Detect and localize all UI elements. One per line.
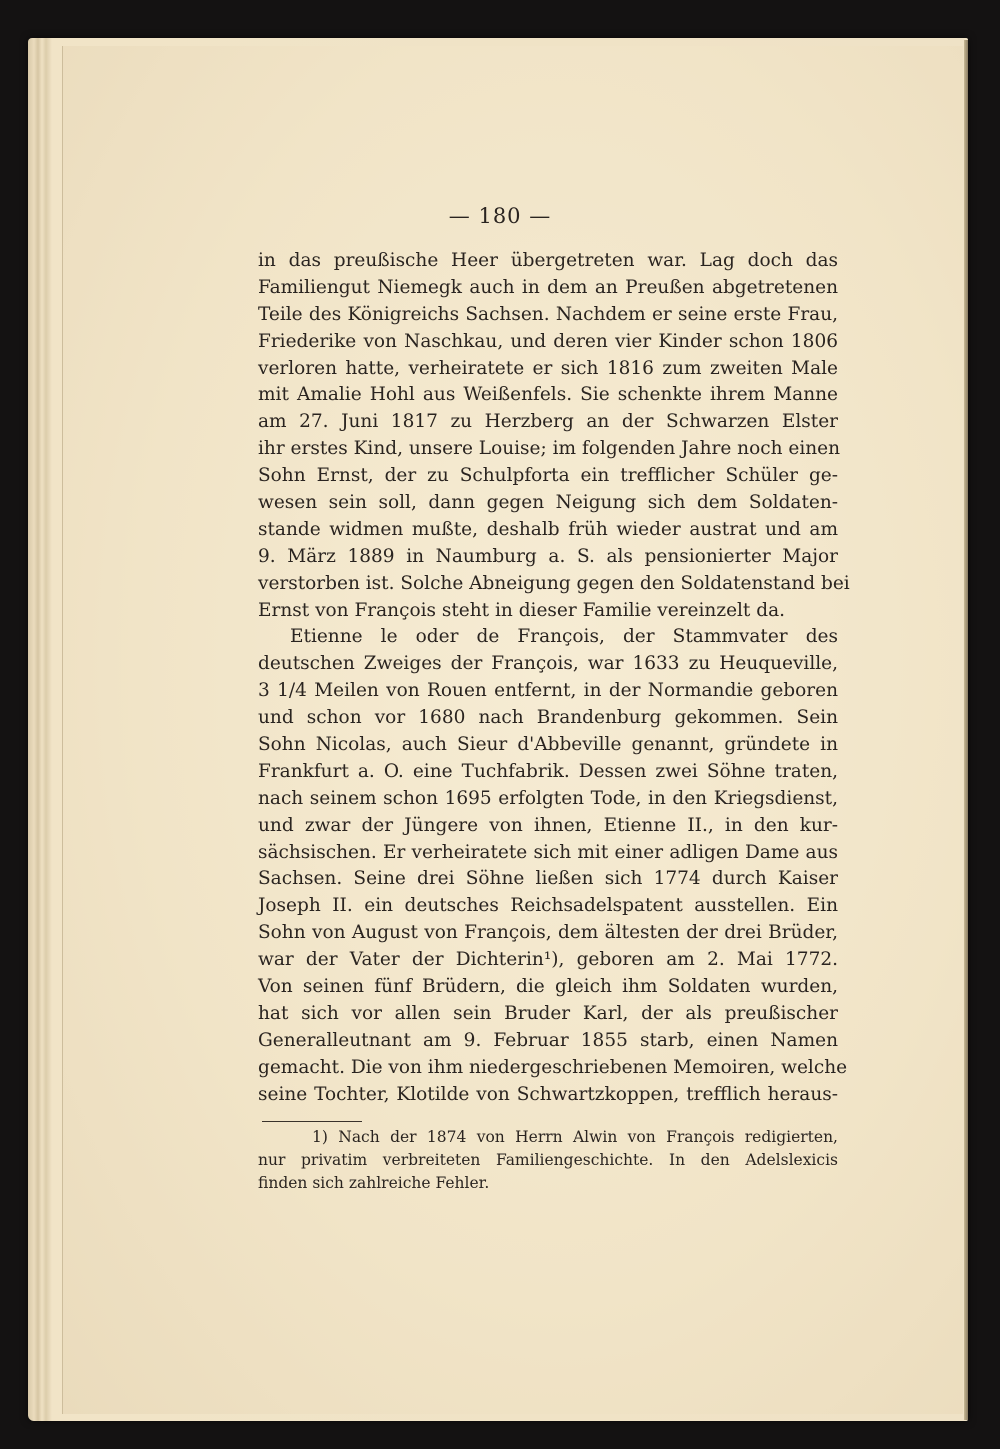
text-line: deutschen Zweiges der François, war 1633 zu Heuqueville, xyxy=(258,653,838,675)
footnote-line: nur privatim verbreiteten Familiengeschichte. In den Adelslexicis xyxy=(258,1151,838,1169)
text-line: sächsischen. Er verheiratete sich mit einer adligen Dame aus xyxy=(258,841,838,863)
paragraph-start-line: Etienne le oder de François, der Stammvater des xyxy=(290,626,838,648)
page-number: — 180 — xyxy=(448,204,552,228)
text-line: Teile des Königreichs Sachsen. Nachdem er seine erste Frau, xyxy=(258,303,838,325)
text-line: wesen sein soll, dann gegen Neigung sich dem Soldaten- xyxy=(258,492,838,514)
text-line: und zwar der Jüngere von ihnen, Etienne II., in den kur- xyxy=(258,814,838,836)
text-line: mit Amalie Hohl aus Weißenfels. Sie schenkte ihrem Manne xyxy=(258,384,838,406)
footnote-line: finden sich zahlreiche Fehler. xyxy=(258,1174,490,1192)
text-line: und schon vor 1680 nach Brandenburg gekommen. Sein xyxy=(258,707,838,729)
text-line: Von seinen fünf Brüdern, die gleich ihm Soldaten wurden, xyxy=(258,976,838,998)
gutter-shadow xyxy=(964,40,968,1420)
text-line: verloren hatte, verheiratete er sich 1816 zum zweiten Male xyxy=(258,357,838,379)
text-line: ihr erstes Kind, unsere Louise; im folgenden Jahre noch einen xyxy=(258,438,841,460)
text-line: 3 1/4 Meilen von Rouen entfernt, in der Normandie geboren xyxy=(258,680,838,702)
text-line: stande widmen mußte, deshalb früh wieder austrat und am xyxy=(258,518,838,540)
text-line: Sohn Ernst, der zu Schulpforta ein trefflicher Schüler ge- xyxy=(258,465,838,487)
text-line: Sachsen. Seine drei Söhne ließen sich 1774 durch Kaiser xyxy=(258,868,838,890)
text-line: verstorben ist. Solche Abneigung gegen den Soldatenstand bei xyxy=(258,572,850,594)
text-line: Joseph II. ein deutsches Reichsadelspatent ausstellen. Ein xyxy=(258,895,838,917)
text-line: Friederike von Naschkau, und deren vier Kinder schon 1806 xyxy=(258,330,838,352)
footnote-divider xyxy=(262,1121,362,1122)
text-line: Familiengut Niemegk auch in dem an Preußen abgetretenen xyxy=(258,276,838,298)
text-line: gemacht. Die von ihm niedergeschriebenen Memoiren, welche xyxy=(258,1056,848,1078)
text-line: Ernst von François steht in dieser Familie vereinzelt da. xyxy=(258,599,785,621)
text-line: in das preußische Heer übergetreten war. Lag doch das xyxy=(258,250,838,271)
text-line: seine Tochter, Klotilde von Schwartzkoppen, trefflich heraus- xyxy=(258,1083,838,1105)
text-line: Sohn von August von François, dem ältesten der drei Brüder, xyxy=(258,922,838,944)
text-line: hat sich vor allen sein Bruder Karl, der als preußischer xyxy=(258,1002,838,1024)
text-line: nach seinem schon 1695 erfolgten Tode, in den Kriegsdienst, xyxy=(258,787,838,809)
text-line: 9. März 1889 in Naumburg a. S. als pensionierter Major xyxy=(258,545,838,567)
text-line: Generalleutnant am 9. Februar 1855 starb, einen Namen xyxy=(258,1029,838,1051)
text-line: Frankfurt a. O. eine Tuchfabrik. Dessen zwei Söhne traten, xyxy=(258,760,838,782)
footnote-line: 1) Nach der 1874 von Herrn Alwin von François redigierten, xyxy=(312,1128,838,1146)
text-line: Sohn Nicolas, auch Sieur d'Abbeville genannt, gründete in xyxy=(258,734,838,756)
footnotes xyxy=(258,1126,838,1195)
text-line: am 27. Juni 1817 zu Herzberg an der Schwarzen Elster xyxy=(258,411,838,433)
body-text xyxy=(258,248,850,1109)
text-line: war der Vater der Dichterin¹), geboren am 2. Mai 1772. xyxy=(258,949,838,971)
